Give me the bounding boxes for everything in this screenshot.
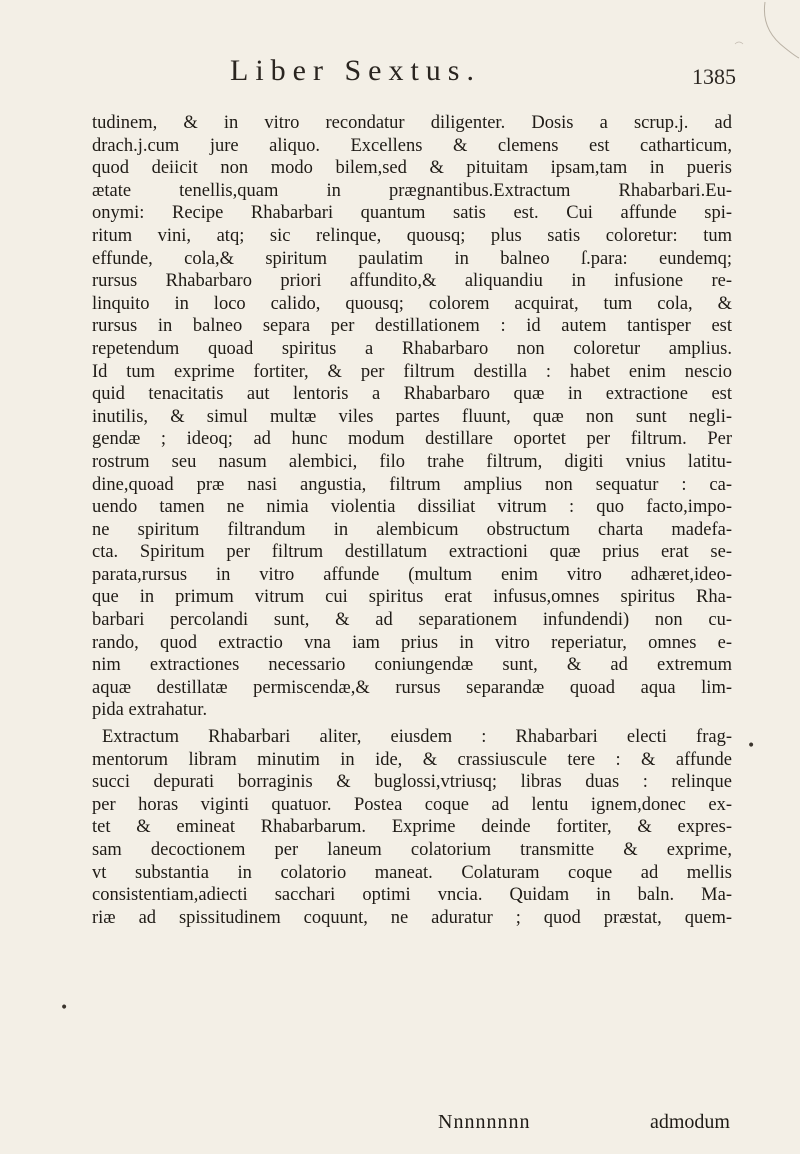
pencil-corner-mark — [725, 0, 800, 70]
text-line: parata,rursus in vitro affunde (multum enim vitro adhæret,ideo- — [92, 564, 732, 585]
text-line: quid tenacitatis aut lentoris a Rhabarbaro quæ in extractione est — [92, 384, 732, 405]
text-line: ritum vini, atq; sic relinque, quousq; plus satis coloretur: tum — [92, 225, 732, 246]
text-line: aquæ destillatæ permiscendæ,& rursus separandæ quoad aqua lim- — [92, 677, 732, 698]
text-line: rostrum seu nasum alembici, filo trahe filtrum, digiti vnius latitu- — [92, 451, 732, 472]
text-line: riæ ad spissitudinem coquunt, ne aduratur ; quod præstat, quem- — [92, 907, 732, 928]
text-line: tudinem, & in vitro recondatur diligenter. Dosis a scrup.j. ad — [92, 113, 732, 133]
text-line: inutilis, & simul multæ viles partes fluunt, quæ non sunt negli- — [92, 406, 732, 427]
text-line: pida extrahatur. — [92, 700, 208, 721]
text-line: uendo tamen ne nimia violentia dissiliat vitrum : quo facto,impo- — [92, 497, 732, 518]
text-line: effunde, cola,& spiritum paulatim in balneo ſ.para: eundemq; — [92, 248, 732, 269]
text-line: vt substantia in colatorio maneat. Colaturam coque ad mellis — [92, 862, 732, 883]
text-line: dine,quoad præ nasi angustia, filtrum amplius non sequatur : ca- — [92, 474, 732, 495]
text-line: Extractum Rhabarbari aliter, eiusdem : Rhabarbari electi frag- — [102, 727, 732, 748]
text-line: mentorum libram minutim in ide, & crassiuscule tere : & affunde — [92, 749, 732, 770]
page-number: 1385 — [692, 64, 736, 89]
text-line: drach.j.cum jure aliquo. Excellens & clemens est catharticum, — [92, 135, 732, 156]
catchword: admodum — [650, 1111, 730, 1133]
page-header — [0, 40, 800, 100]
text-line: Id tum exprime fortiter, & per filtrum destilla : habet enim nescio — [92, 361, 732, 382]
text-line: onymi: Recipe Rhabarbari quantum satis est. Cui affunde spi- — [92, 203, 732, 224]
signature-mark: Nnnnnnnn — [438, 1111, 531, 1133]
text-line: cta. Spiritum per filtrum destillatum extractioni quæ prius erat se- — [92, 542, 732, 563]
text-line: per horas viginti quatuor. Postea coque ad lentu ignem,donec ex- — [92, 794, 732, 815]
text-line: repetendum quoad spiritus a Rhabarbaro non coloretur amplius. — [92, 338, 732, 359]
text-line: nim extractiones necessario coniungendæ sunt, & ad extremum — [92, 655, 732, 676]
text-line: sam decoctionem per laneum colatorium transmitte & exprime, — [92, 840, 732, 860]
margin-dot: • — [60, 1000, 69, 1016]
margin-dot: • — [747, 738, 756, 754]
text-line: que in primum vitrum cui spiritus erat infusus,omnes spiritus Rha- — [92, 587, 732, 608]
text-line: succi depurati borraginis & buglossi,vtriusq; libras duas : relinque — [92, 772, 732, 793]
text-line: barbari percolandi sunt, & ad separationem infundendi) non cu- — [92, 610, 732, 631]
text-line: linquito in loco calido, quousq; colorem acquirat, tum cola, & — [92, 293, 732, 314]
running-head: Liber Sextus. — [230, 54, 481, 87]
text-line: rando, quod extractio vna iam prius in vitro reperiatur, omnes e- — [92, 632, 732, 653]
text-line: gendæ ; ideoq; ad hunc modum destillare oportet per filtrum. Per — [92, 429, 732, 450]
text-line: consistentiam,adiecti sacchari optimi vncia. Quidam in baln. Ma- — [92, 885, 732, 906]
text-line: ætate tenellis,quam in prægnantibus.Extractum Rhabarbari.Eu- — [92, 180, 732, 201]
body-text — [92, 112, 732, 929]
text-line: ne spiritum filtrandum in alembicum obstructum charta madefa- — [92, 519, 732, 540]
text-line: quod deiicit non modo bilem,sed & pituitam ipsam,tam in pueris — [92, 158, 732, 179]
text-line: rursus Rhabarbaro priori affundito,& aliquandiu in infusione re- — [92, 271, 732, 292]
text-line: rursus in balneo separa per destillationem : id autem tantisper est — [92, 316, 732, 337]
text-line: tet & emineat Rhabarbarum. Exprime deinde fortiter, & expres- — [92, 817, 732, 838]
